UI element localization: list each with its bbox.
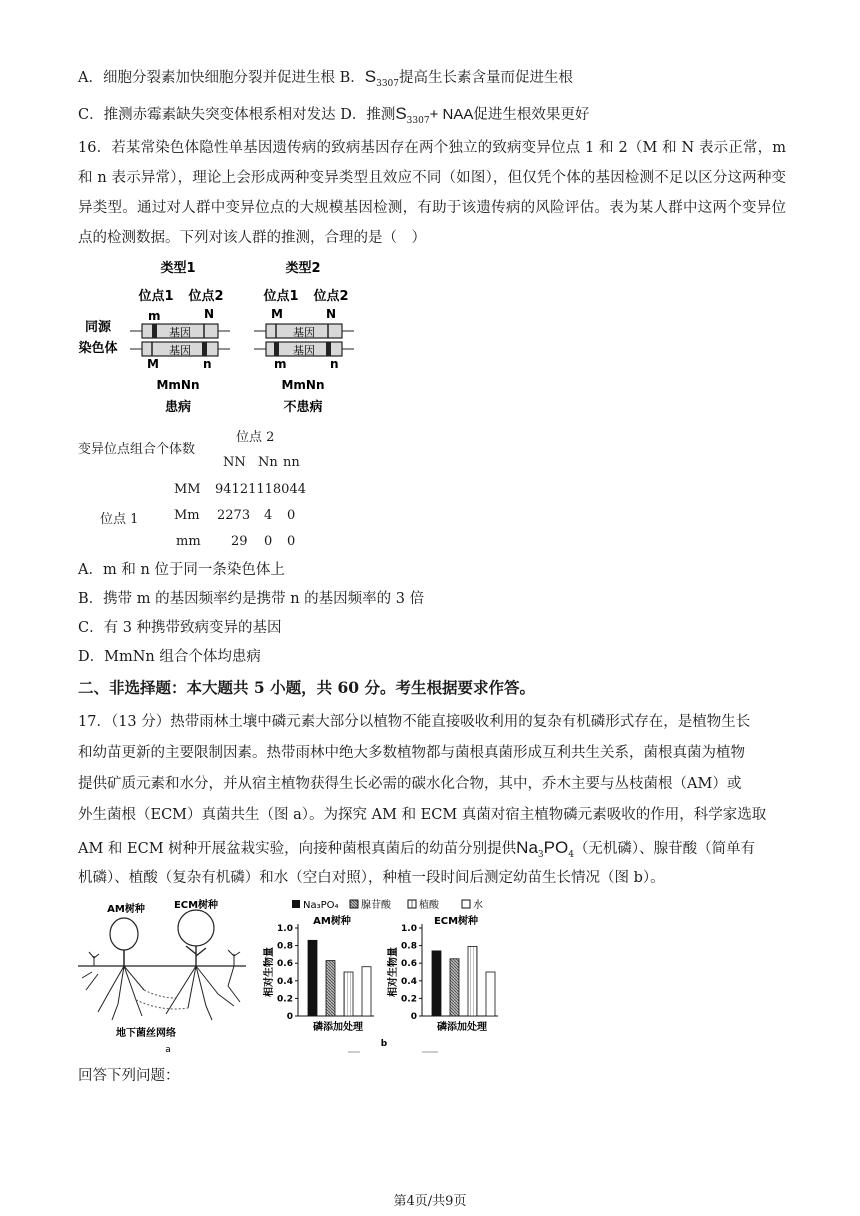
table-cell: 4 (264, 508, 273, 523)
table-col-header: NN (223, 455, 246, 470)
type2-site2-label: 位点2 (313, 289, 349, 304)
formula-subscript: 4 (568, 849, 574, 860)
table-row-label: Mm (174, 508, 200, 523)
legend-swatch-water (462, 900, 470, 908)
y-tick-label: 0.2 (277, 994, 293, 1005)
x-axis-label: 磷添加处理 (313, 1022, 363, 1033)
legend-swatch-na3po4 (292, 900, 300, 908)
bar-3 (468, 946, 477, 1016)
q17-line-6: 机磷）、植酸（复杂有机磷）和水（空白对照），种植一段时间后测定幼苗生长情况（图 b）。 (78, 870, 665, 886)
type1-genotype: MmNn (156, 378, 200, 392)
t2-top-right-allele: N (326, 307, 337, 321)
s3307-symbol: S (364, 67, 377, 86)
y-tick-label: 0 (286, 1012, 293, 1022)
type1-chromosome-top (130, 324, 230, 339)
chart-title: AM树种 (313, 916, 351, 927)
q15-option-a-text: A．细胞分裂素加快细胞分裂并促进生根 B． (78, 70, 365, 86)
am-tree-label: AM树种 (107, 904, 145, 915)
type1-site2-label: 位点2 (188, 289, 224, 304)
q15-option-c-text: C．推测赤霉素缺失突变体根系相对发达 D．推测 (78, 107, 396, 123)
phosphate-formula: PO (543, 838, 569, 857)
table-row-group: 位点 1 (100, 512, 139, 527)
table-cell: 94121118044 (215, 482, 306, 497)
type2-genotype: MmNn (281, 378, 325, 392)
table-cell: 2273 (217, 508, 251, 523)
type1-status: 患病 (164, 400, 192, 415)
legend-label-na3po4: Na₃PO₄ (303, 900, 339, 911)
q15-option-a-b (78, 67, 573, 94)
y-tick-label: 0.2 (401, 994, 417, 1005)
q16-option-d: D．MmNn 组合个体均患病 (78, 649, 261, 665)
q15-option-b-text: 提高生长素含量而促进生根 (399, 70, 573, 86)
table-row-label: mm (176, 534, 201, 549)
chromosome-type-figure (78, 256, 368, 418)
x-axis-label: 磷添加处理 (437, 1022, 487, 1033)
table-row-label: MM (174, 482, 201, 497)
bar-1 (308, 940, 317, 1016)
table-cell: 0 (287, 508, 296, 523)
table-cell: 0 (287, 534, 296, 549)
gene-label: 基因 (293, 344, 315, 357)
y-tick-label: 0.4 (277, 976, 293, 987)
legend-swatch-adenylate (350, 900, 358, 908)
am-chart (262, 914, 374, 1033)
y-tick-label: 1.0 (277, 924, 293, 934)
table-cell: 29 (231, 534, 248, 549)
t2-top-left-allele: M (271, 307, 283, 321)
chart-title: ECM树种 (433, 916, 479, 927)
table-col-group: 位点 2 (236, 430, 275, 445)
gene-label: 基因 (169, 326, 191, 339)
legend-label-water: 水 (473, 900, 483, 911)
q15-option-c-d (78, 104, 589, 131)
section-heading: 二、非选择题：本大题共 5 小题，共 60 分。考生根据要求作答。 (78, 678, 535, 697)
bar-2 (450, 959, 459, 1016)
bar-3 (344, 972, 353, 1016)
type1-title: 类型1 (160, 261, 196, 276)
q17-line-4: 外生菌根（ECM）真菌共生（图 a）。为探究 AM 和 ECM 真菌对宿主植物磷元素吸收的作用，科学家选取 (78, 807, 767, 823)
ecm-chart (386, 914, 498, 1033)
t1-top-right-allele: N (204, 307, 215, 321)
type2-site1-label: 位点1 (263, 289, 299, 304)
t1-bot-right-allele: n (203, 357, 212, 371)
q16-option-c: C．有 3 种携带致病变异的基因 (78, 620, 282, 636)
type2-chromosome-bottom (254, 342, 354, 357)
table-col-header: nn (283, 455, 300, 470)
panel-a-label: a (165, 1045, 171, 1055)
table-col-header: Nn (258, 455, 278, 470)
am-tree-crown-icon (110, 918, 138, 950)
type2-title: 类型2 (285, 261, 321, 276)
bar-2 (326, 961, 335, 1016)
figure-b-legend (292, 898, 483, 911)
y-tick-label: 0.8 (401, 941, 417, 952)
homolog-label-1: 同源 (84, 320, 112, 335)
hyphae-network-label: 地下菌丝网络 (116, 1028, 176, 1039)
figure-b-charts (262, 894, 522, 1058)
bar-4 (362, 967, 371, 1016)
gene-label: 基因 (293, 326, 315, 339)
y-tick-label: 0 (410, 1012, 417, 1022)
q17-line-3: 提供矿质元素和水分，并从宿主植物获得生长必需的碳水化合物，其中，乔木主要与丛枝菌根（AM）或 (78, 776, 742, 792)
legend-label-phytate: 植酸 (419, 900, 439, 911)
type1-chromosome-bottom (130, 342, 230, 357)
q16-option-b: B．携带 m 的基因频率约是携带 n 的基因频率的 3 倍 (78, 591, 425, 607)
s3307-subscript-d: 3307 (406, 115, 430, 126)
y-tick-label: 0.6 (401, 959, 417, 970)
s3307-symbol-d: S (395, 104, 407, 123)
y-axis-label: 相对生物量 (264, 947, 275, 997)
q17-line-5-text: AM 和 ECM 树种开展盆栽实验，向接种菌根真菌后的幼苗分别提供 (78, 841, 517, 857)
t1-top-left-allele: m (148, 309, 161, 323)
type2-status: 不患病 (283, 400, 323, 415)
s3307-subscript: 3307 (376, 78, 399, 89)
ecm-tree-crown-icon (178, 910, 214, 946)
t1-bot-left-allele: M (147, 357, 159, 371)
y-tick-label: 1.0 (401, 924, 417, 934)
table-cell: 0 (264, 534, 273, 549)
t2-bot-right-allele: n (330, 357, 339, 371)
y-tick-label: 0.6 (277, 959, 293, 970)
q16-option-a: A．m 和 n 位于同一条染色体上 (78, 562, 285, 578)
bar-4 (486, 972, 495, 1016)
q17-line-5 (78, 838, 755, 865)
q17-line-2: 和幼苗更新的主要限制因素。热带雨林中绝大多数植物都与菌根真菌形成互利共生关系，菌根真菌为植物 (78, 745, 745, 761)
sodium-formula: Na (516, 838, 538, 857)
panel-b-label: b (380, 1039, 388, 1049)
q17-line-1: 17．（13 分）热带雨林土壤中磷元素大部分以植物不能直接吸收利用的复杂有机磷形式存在，是植物生长 (78, 714, 751, 730)
y-tick-label: 0.4 (401, 976, 417, 987)
y-axis-label: 相对生物量 (388, 947, 399, 997)
table-title: 变异位点组合个体数 (78, 442, 196, 457)
type1-site1-label: 位点1 (138, 289, 174, 304)
q17-line-5-tail: （无机磷）、腺苷酸（简单有 (573, 841, 756, 857)
type2-chromosome-top (254, 324, 354, 339)
q16-stem: 16．若某常染色体隐性单基因遗传病的致病基因存在两个独立的致病变异位点 1 和 2（M 和 N 表示正常，m 和 n 表示异常），理论上会形成两种变异类型且效应不同（如图），但仅凭个体的基因检测不足以区分这两种变异类型。通过对人群中变异位点的大规模基因检测，有助于该遗传病的风险评估。表为某人群中这两个变异位点的检测数据。下列对该人群的推测，合理的是（ ） (78, 140, 786, 246)
naa-text: + NAA (429, 106, 474, 123)
ecm-tree-label: ECM树种 (173, 900, 219, 911)
legend-label-adenylate: 腺苷酸 (361, 900, 391, 911)
bar-1 (432, 951, 441, 1016)
q17-tail: 回答下列问题： (78, 1068, 180, 1084)
gene-label: 基因 (169, 344, 191, 357)
y-tick-label: 0.8 (277, 941, 293, 952)
q15-option-d-text: 促进生根效果更好 (473, 107, 590, 123)
formula-subscript: 3 (537, 849, 544, 860)
t2-bot-left-allele: m (274, 357, 287, 371)
homolog-label-2: 染色体 (78, 341, 118, 356)
page-footer: 第4页/共9页 (393, 1194, 467, 1209)
figure-a-trees (78, 894, 258, 1056)
